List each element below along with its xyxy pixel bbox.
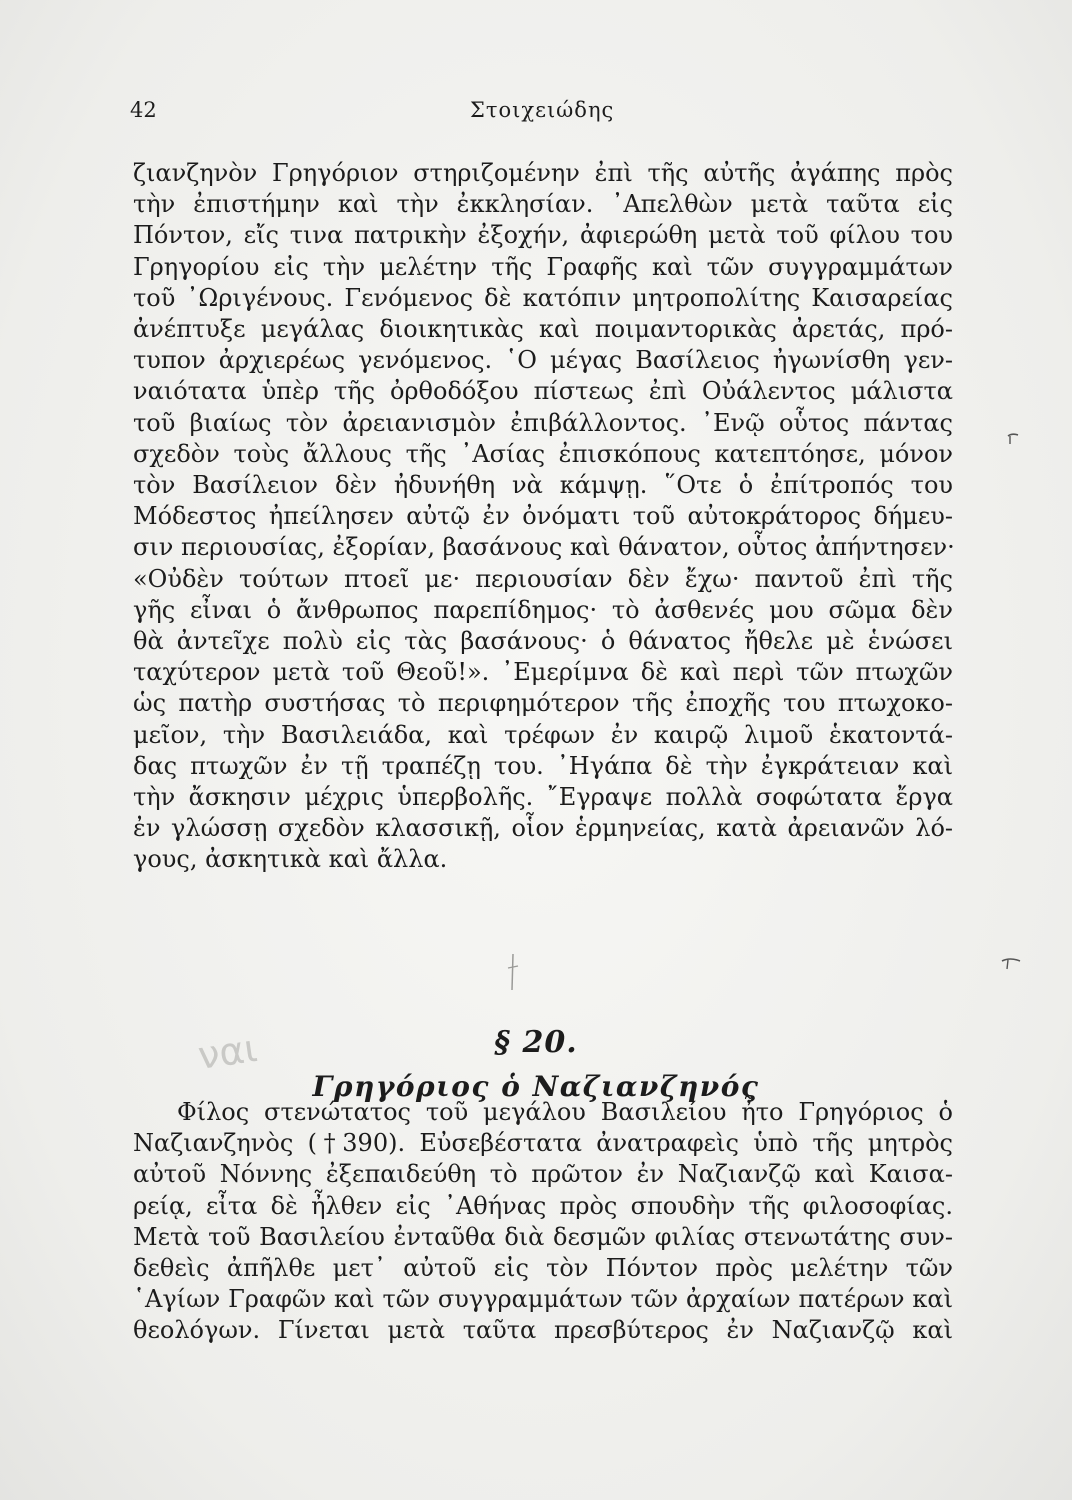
text-line: Πόντον, εἴς τινα πατρικὴν ἐξοχήν, ἀφιερώθη μετὰ τοῦ φίλου του [133,221,953,250]
text-line: Μόδεστος ἠπείλησεν αὐτῷ ἐν ὀνόματι τοῦ αὐτοκράτορος δήμευ- [133,502,953,531]
text-line: ῾Αγίων Γραφῶν καὶ τῶν συγγραμμάτων τῶν ἀρχαίων πατέρων καὶ [133,1285,953,1314]
pencil-annotation: ναι [195,1026,260,1078]
text-line: δας πτωχῶν ἐν τῇ τραπέζῃ του. ᾿Ηγάπα δὲ τὴν ἐγκράτειαν καὶ [133,751,953,780]
paragraph-gregory [133,1097,953,1347]
text-line: θὰ ἀντεῖχε πολὺ εἰς τὰς βασάνους· ὁ θάνατος ἤθελε μὲ ἑνώσει [133,627,953,656]
text-line: ὡς πατὴρ συστήσας τὸ περιφημότερον τῆς ἐποχῆς του πτωχοκο- [133,689,953,718]
margin-mark-icon [1006,432,1020,446]
pencil-stroke-icon [506,952,520,992]
text-line: ζιανζηνὸν Γρηγόριον στηριζομένην ἐπὶ τῆς αὐτῆς ἀγάπης πρὸς [133,159,953,187]
text-line: τὴν ἄσκησιν μέχρις ὑπερβολῆς. ῎Εγραψε πολλὰ σοφώτατα ἔργα [133,783,953,812]
text-line: μεῖον, τὴν Βασιλειάδα, καὶ τρέφων ἐν καιρῷ λιμοῦ ἑκατοντά- [133,720,953,749]
section-number: § 20. [494,1025,578,1060]
text-line: Ναζιανζηνὸς (†390). Εὐσεβέστατα ἀνατραφεὶς ὑπὸ τῆς μητρὸς [133,1129,953,1158]
text-line: δεθεὶς ἀπῆλθε μετ᾽ αὐτοῦ εἰς τὸν Πόντον πρὸς μελέτην τῶν [133,1254,953,1283]
text-line: ρείᾳ, εἶτα δὲ ἦλθεν εἰς ᾿Αθήνας πρὸς σπουδὴν τῆς φιλοσοφίας. [133,1191,953,1220]
text-line: αὐτοῦ Νόννης ἐξεπαιδεύθη τὸ πρῶτον ἐν Ναζιανζῷ καὶ Καισα- [133,1160,953,1189]
page-header [130,98,950,132]
page-number: 42 [130,98,157,122]
text-line: θεολόγων. Γίνεται μετὰ ταῦτα πρεσβύτερος ἐν Ναζιανζῷ καὶ [133,1316,953,1345]
section-title: Γρηγόριος ὁ Ναζιανζηνός [312,1070,760,1103]
text-line: ναιότατα ὑπὲρ τῆς ὀρθοδόξου πίστεως ἐπὶ Οὐάλεντος μάλιστα [133,377,953,406]
text-line: «Οὐδὲν τούτων πτοεῖ με· περιουσίαν δὲν ἔχω· παντοῦ ἐπὶ τῆς [133,564,953,593]
text-line: σχεδὸν τοὺς ἄλλους τῆς ᾿Ασίας ἐπισκόπους κατεπτόησε, μόνον [133,439,953,468]
text-line: Μετὰ τοῦ Βασιλείου ἐνταῦθα διὰ δεσμῶν φιλίας στενωτάτης συν- [133,1222,953,1251]
text-line: Γρηγορίου εἰς τὴν μελέτην τῆς Γραφῆς καὶ τῶν συγγραμμάτων [133,252,953,281]
text-line: ταχύτερον μετὰ τοῦ Θεοῦ!». ᾿Εμερίμνα δὲ καὶ περὶ τῶν πτωχῶν [133,658,953,687]
paragraph-basil [133,158,953,876]
text-line: γους, ἀσκητικὰ καὶ ἄλλα. [133,845,448,874]
text-line: Φίλος στενώτατος τοῦ μεγάλου Βασιλείου ἦτο Γρηγόριος ὁ [177,1098,953,1126]
text-line: τοῦ βιαίως τὸν ἀρειανισμὸν ἐπιβάλλοντος. ᾿Ενῷ οὗτος πάντας [133,408,953,437]
text-line: τὴν ἐπιστήμην καὶ τὴν ἐκκλησίαν. ᾿Απελθὼν μετὰ ταῦτα εἰς [133,190,953,219]
text-line: σιν περιουσίας, ἐξορίαν, βασάνους καὶ θάνατον, οὗτος ἀπήντησεν· [133,533,955,562]
text-line: τοῦ ᾿Ωριγένους. Γενόμενος δὲ κατόπιν μητροπολίτης Καισαρείας [133,283,953,312]
text-line: ἀνέπτυξε μεγάλας διοικητικὰς καὶ ποιμαντορικὰς ἀρετάς, πρό- [133,315,953,344]
text-line: τυπον ἀρχιερέως γενόμενος. ῾Ο μέγας Βασίλειος ἠγωνίσθη γεν- [133,346,953,375]
text-line: ἐν γλώσσῃ σχεδὸν κλασσικῇ, οἷον ἑρμηνείας, κατὰ ἀρειανῶν λό- [133,814,953,843]
running-title: Στοιχειώδης [470,98,615,122]
text-line: τὸν Βασίλειον δὲν ἠδυνήθη νὰ κάμψῃ. ῞Οτε ὁ ἐπίτροπός του [133,471,953,500]
margin-mark-icon [1000,955,1022,971]
text-line: γῆς εἶναι ὁ ἄνθρωπος παρεπίδημος· τὸ ἀσθενές μου σῶμα δὲν [133,595,953,624]
